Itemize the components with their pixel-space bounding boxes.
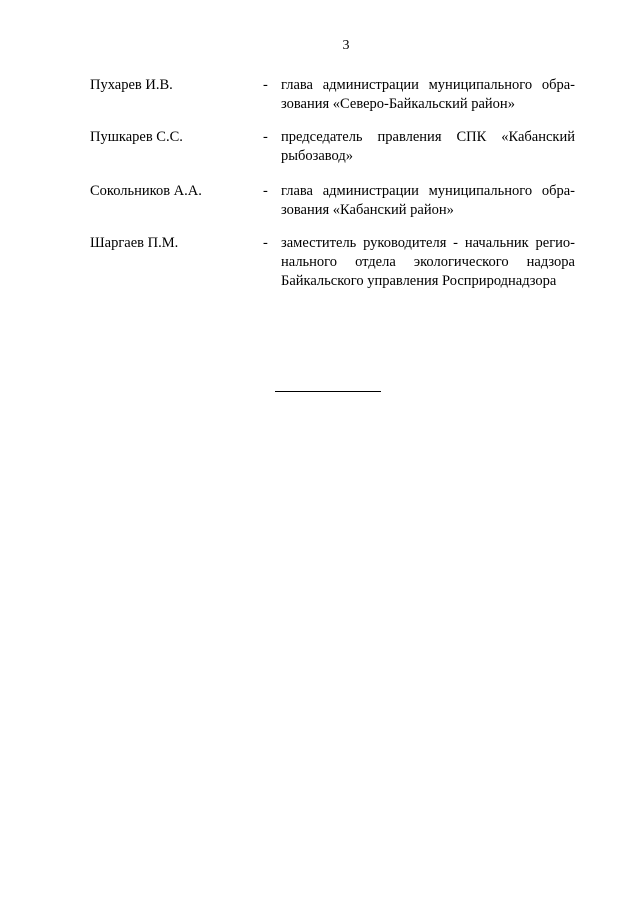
member-role xyxy=(281,128,575,166)
member-entry xyxy=(90,234,576,291)
role-line: зования «Кабанский район» xyxy=(281,202,454,218)
role-line: нального отдела экологического надзора xyxy=(281,254,575,270)
role-line: Байкальского управления Росприроднадзора xyxy=(281,273,557,289)
role-line: зования «Северо-Байкальский район» xyxy=(281,96,515,112)
dash-separator: - xyxy=(263,235,268,251)
page-number: 3 xyxy=(342,38,350,53)
member-role xyxy=(281,234,575,291)
member-entry xyxy=(90,76,576,114)
end-divider-line xyxy=(275,391,381,392)
member-name: Пухарев И.В. xyxy=(90,77,173,93)
role-line: председатель правления СПК «Кабанский xyxy=(281,129,575,145)
dash-separator: - xyxy=(263,183,268,199)
dash-separator: - xyxy=(263,77,268,93)
member-name: Пушкарев С.С. xyxy=(90,129,183,145)
role-line: заместитель руководителя - начальник регио- xyxy=(281,235,575,251)
member-name: Шаргаев П.М. xyxy=(90,235,179,251)
member-name: Сокольников А.А. xyxy=(90,183,202,199)
member-entry xyxy=(90,182,576,220)
role-line: глава администрации муниципального обра- xyxy=(281,77,575,93)
dash-separator: - xyxy=(263,129,268,145)
member-entry xyxy=(90,128,576,166)
member-role xyxy=(281,182,575,220)
role-line: глава администрации муниципального обра- xyxy=(281,183,575,199)
member-role xyxy=(281,76,575,114)
role-line: рыбозавод» xyxy=(281,148,353,164)
